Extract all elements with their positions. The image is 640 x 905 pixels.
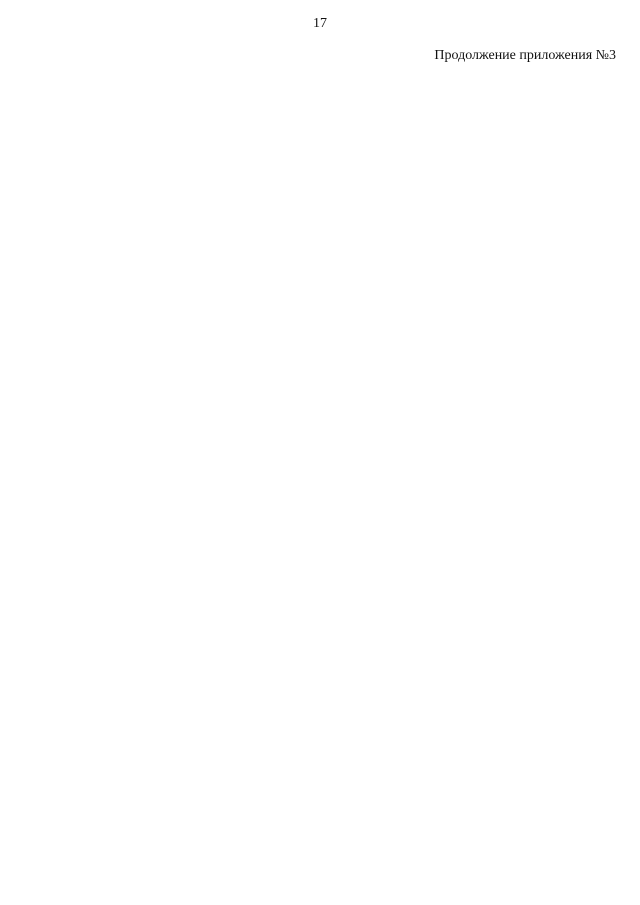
page-title: Продолжение приложения №3 bbox=[434, 48, 616, 63]
page-number: 17 bbox=[313, 16, 327, 31]
